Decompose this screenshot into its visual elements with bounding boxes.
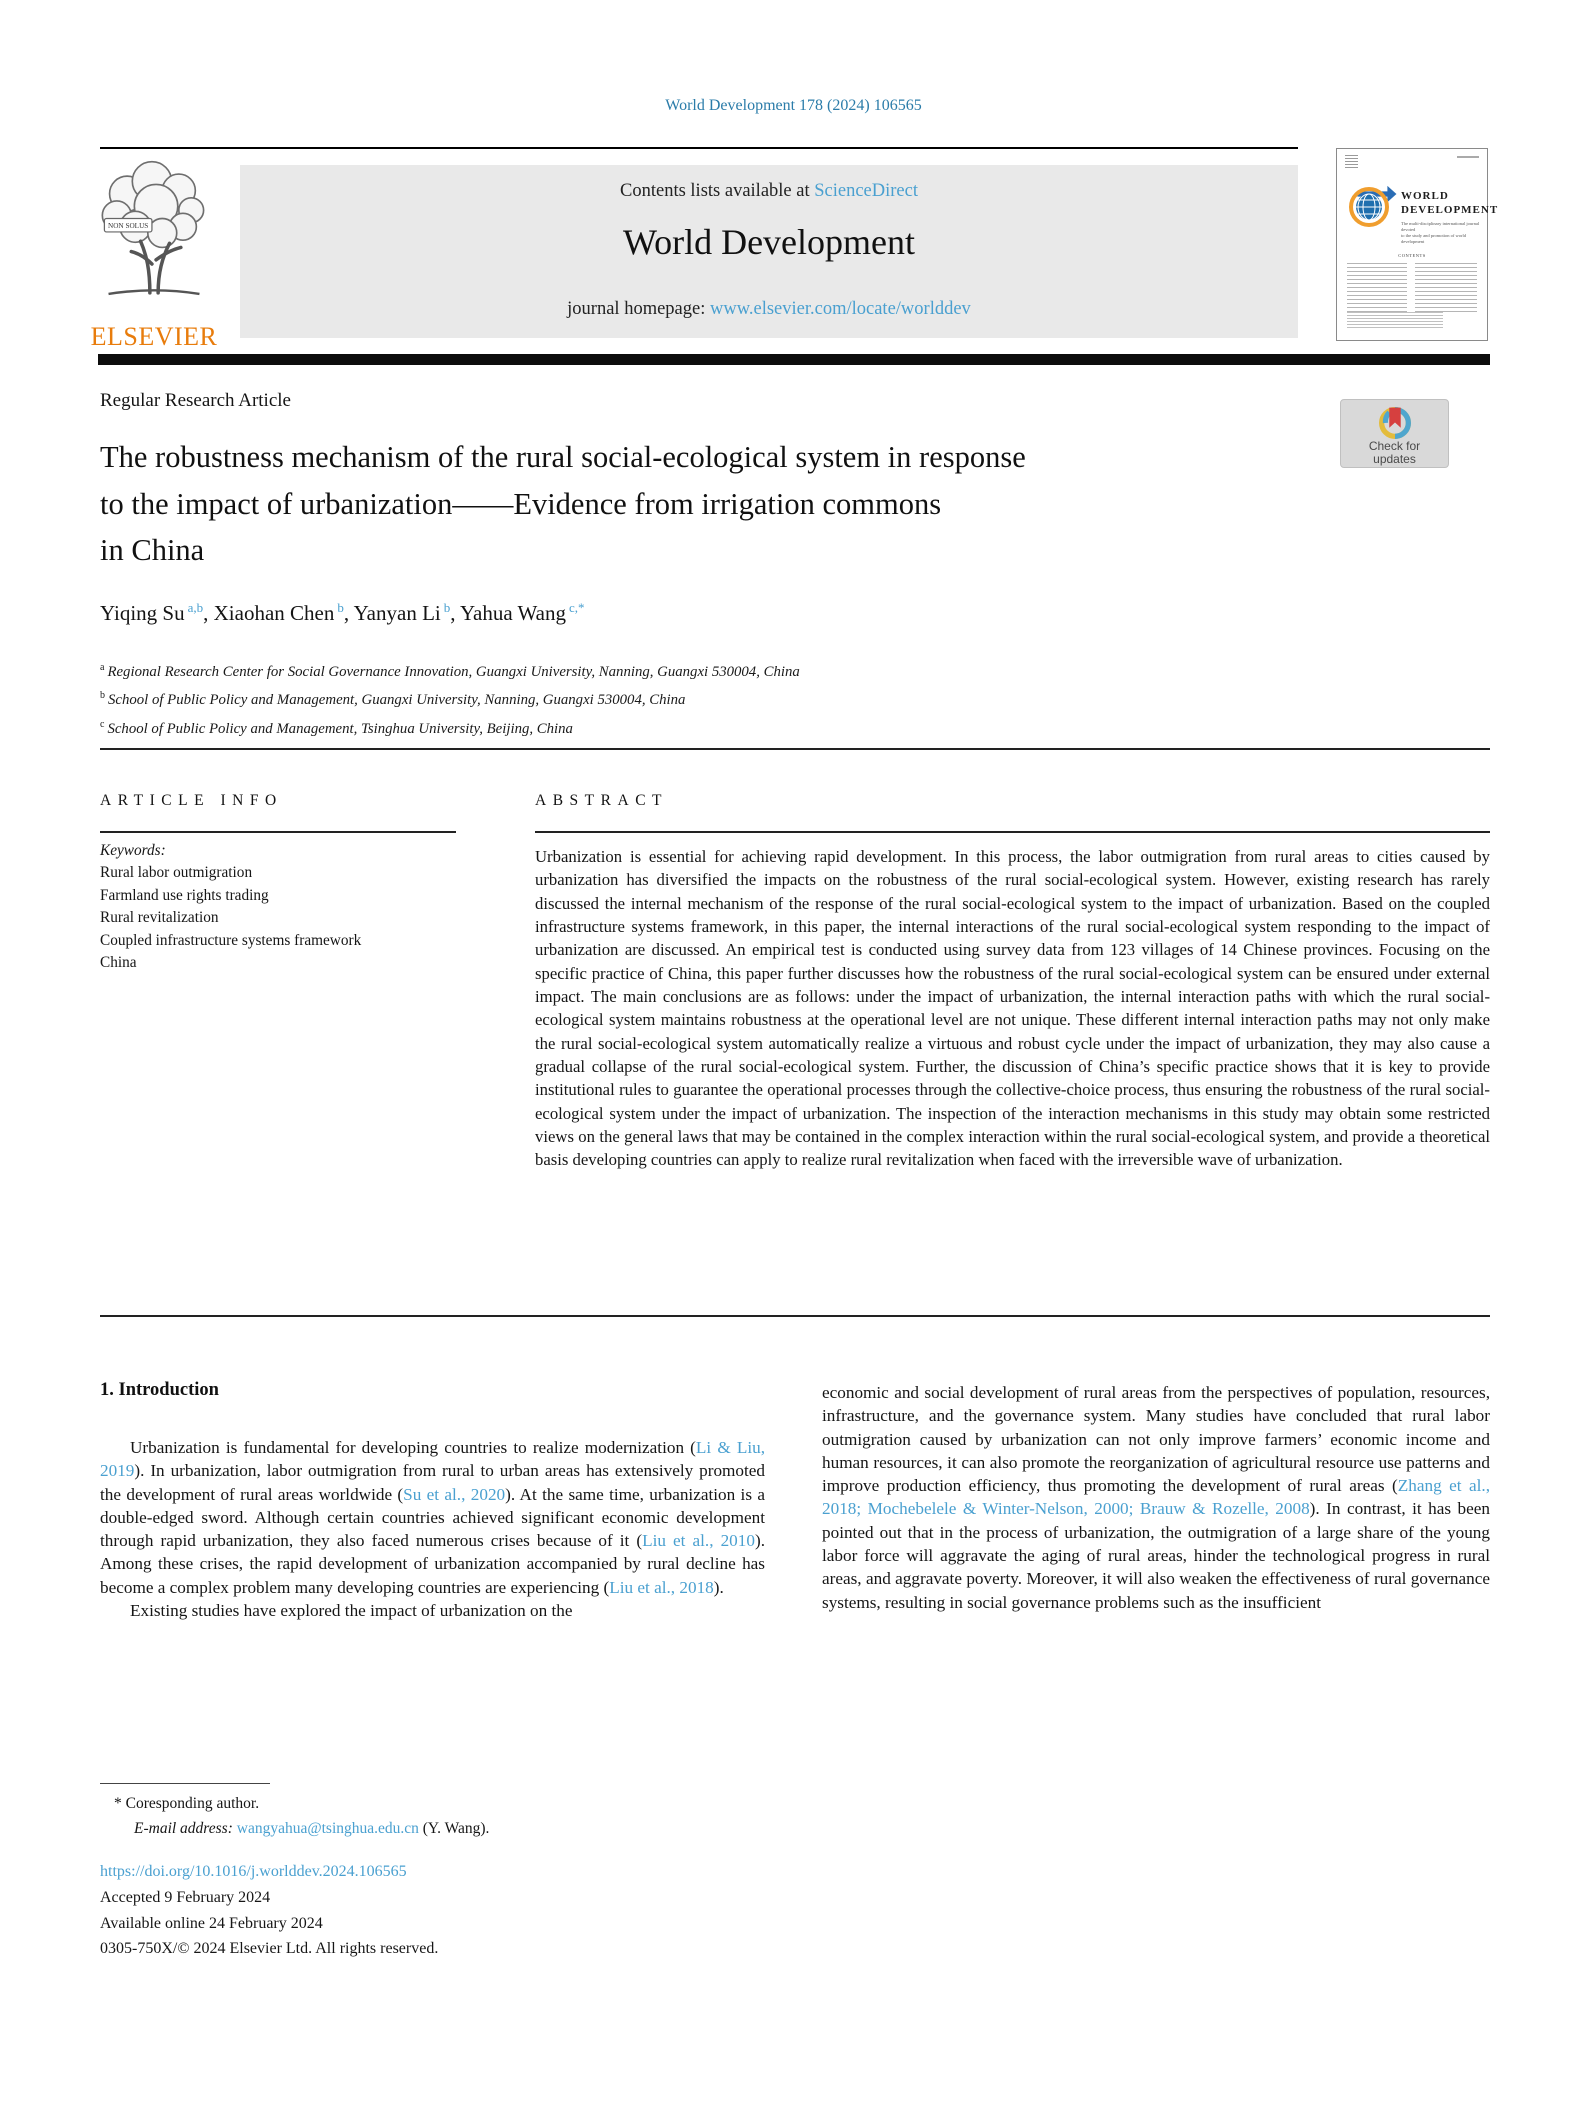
masthead bbox=[240, 165, 1298, 338]
email-note: E-mail address: wangyahua@tsinghua.edu.cn (Y. Wang). bbox=[134, 1820, 490, 1837]
corresponding-author-note: * Coresponding author. bbox=[114, 1795, 260, 1812]
affiliation: $^c$ School of Public Policy and Management, Tsinghua University, Beijing, China bbox=[100, 718, 573, 737]
email-link[interactable]: wangyahua@tsinghua.edu.cn bbox=[236, 1820, 419, 1837]
section-heading-introduction: 1. Introduction bbox=[100, 1380, 219, 1400]
author: Yiqing Su $^{a,b}$, bbox=[100, 600, 214, 625]
footnote-rule bbox=[100, 1783, 270, 1784]
abstract-text: Urbanization is essential for achieving rapid development. In this process, the labor outmigration from rural areas to cities caused by urbanization has diversified the impacts on the robustness of the rural social-ecological system. However, existing research has rarely discussed the internal mechanism of the response of the rural social-ecological system to the impact of urbanization. Based on the coupled infrastructure systems framework, in this paper, the internal interactions of the rural social-ecological system responding to the impact of urbanization are discussed. An empirical test is conducted using survey data from 123 villages of 14 Chinese provinces. Focusing on the specific practice of China, this paper further discusses how the robustness of the rural social-ecological system can be ensured under external impact. The main conclusions are as follows: under the impact of urbanization, the internal interaction paths with which the rural social-ecological system maintains robustness at the operational level are not unique. These different internal interaction paths may not only make the rural social-ecological system automatically realize a virtuous and robust cycle under the impact of urbanization, they may also cause a gradual collapse of the rural social-ecological system. Further, the discussion of China’s specific practice shows that it is key to provide institutional rules to guarantee the operational processes through the collective-choice process, thus ensuring the robustness of the rural social-ecological system under the impact of urbanization. The inspection of the interaction mechanisms in this study may obtain some restricted views on the general laws that may be contained in the complex interaction within the rural social-ecological system, and provide a theoretical basis developing countries can apply to realize rural revitalization when faced with the irreversible wave of urbanization. bbox=[535, 847, 1490, 1170]
author: Yahua Wang $^{c,*}$ bbox=[459, 600, 585, 625]
abstract-header: ABSTRACT bbox=[535, 792, 669, 809]
citation-link[interactable]: Liu et al., 2018 bbox=[609, 1577, 714, 1597]
keywords-block bbox=[100, 840, 500, 974]
footnote-block bbox=[100, 1791, 800, 1841]
citation-link[interactable]: Liu et al., 2010 bbox=[642, 1531, 755, 1551]
abstract-rule bbox=[535, 831, 1490, 833]
world-development-globe-icon bbox=[1343, 175, 1403, 231]
citation-link[interactable]: Su et al., 2020 bbox=[403, 1484, 506, 1504]
running-head-citation: World Development 178 (2024) 106565 bbox=[665, 97, 922, 114]
cover-contents-label: CONTENTS bbox=[1398, 253, 1426, 258]
elsevier-tree-icon bbox=[92, 156, 216, 312]
masthead-divider-bar bbox=[98, 354, 1490, 365]
author: Xiaohan Chen $^b$, bbox=[213, 600, 354, 625]
intro-right-column bbox=[822, 1381, 1490, 1614]
intro-paragraph: economic and social development of rural areas from the perspectives of population, resources, infrastructure, and the governance system. Many studies have concluded that rural labor outmigration caused by urbanization can not only improve farmers’ economic income and human resources, it can also promote the reorganization of agricultural resource use patterns and improve production efficiency, thus promoting the development of rural areas (Zhang et al., 2018; Mochebelele & Winter-Nelson, 2000; Brauw & Rozelle, 2008). In contrast, it has been pointed out that in the process of urbanization, the outmigration of a large share of the young labor force will aggravate the aging of rural areas, hinder the technological progress in rural areas, and aggravate poverty. Moreover, it will also weaken the effectiveness of rural governance systems, resulting in social governance problems such as the insufficient bbox=[822, 1383, 1491, 1612]
keyword: Farmland use rights trading bbox=[100, 886, 269, 904]
keyword: China bbox=[100, 954, 137, 972]
cover-footer-text bbox=[1347, 312, 1443, 330]
masthead-top-rule bbox=[100, 147, 1298, 149]
affiliation: $^a$ Regional Research Center for Social Governance Innovation, Guangxi University, Nanning, Guangxi 530004, China bbox=[100, 662, 800, 680]
keywords-label: Keywords: bbox=[100, 842, 166, 859]
journal-cover-thumbnail bbox=[1336, 148, 1499, 341]
keyword: Coupled infrastructure systems framework bbox=[100, 931, 362, 949]
intro-paragraph: Urbanization is fundamental for developing countries to realize modernization (Li & Liu, 2019). In urbanization, labor outmigration from rural to urban areas has extensively promoted the development of rural areas worldwide (Su et al., 2020). At the same time, urbanization is a double-edged sword. Although certain countries achieved significant economic development through rapid urbanization, they also faced numerous crises because of it (Liu et al., 2010). Among these crises, the rapid development of urbanization accompanied by rural decline has become a complex problem many developing countries are experiencing (Liu et al., 2018). bbox=[100, 1438, 765, 1597]
article-type-label: Regular Research Article bbox=[100, 390, 291, 411]
elsevier-wordmark: ELSEVIER bbox=[90, 322, 218, 351]
intro-paragraph: Existing studies have explored the impact of urbanization on the bbox=[130, 1601, 573, 1621]
section-divider-rule bbox=[100, 748, 1490, 750]
article-info-rule bbox=[100, 831, 456, 833]
article-info-header: ARTICLE INFO bbox=[100, 792, 283, 809]
cover-contents-column bbox=[1347, 263, 1407, 315]
citation-link[interactable]: Li & Liu, 2019 bbox=[100, 1438, 765, 1481]
cover-elsevier-mark bbox=[1345, 155, 1358, 170]
author: Yanyan Li $^b$, bbox=[353, 600, 460, 625]
citation-link[interactable]: Zhang et al., 2018; Mochebelele & Winter-Nelson, 2000; Brauw & Rozelle, 2008 bbox=[822, 1476, 1491, 1519]
sciencedirect-link[interactable]: ScienceDirect bbox=[814, 181, 918, 201]
keyword: Rural revitalization bbox=[100, 909, 219, 927]
cover-title: WORLD DEVELOPMENT bbox=[1401, 190, 1499, 216]
contents-line bbox=[240, 181, 1298, 202]
available-online-date: Available online 24 February 2024 bbox=[100, 1914, 323, 1932]
crossmark-icon bbox=[1374, 401, 1416, 443]
doi-link[interactable]: https://doi.org/10.1016/j.worlddev.2024.106565 bbox=[100, 1863, 407, 1880]
issn-copyright-line: 0305-750X/© 2024 Elsevier Ltd. All rights reserved. bbox=[100, 1940, 439, 1958]
check-for-updates-label: Check for updates bbox=[1368, 439, 1421, 466]
non-solus-motto: NON SOLUS bbox=[108, 221, 149, 230]
journal-title: World Development bbox=[622, 222, 916, 262]
affiliation: $^b$ School of Public Policy and Management, Guangxi University, Nanning, Guangxi 530004, China bbox=[100, 690, 686, 709]
homepage-line bbox=[240, 299, 1298, 320]
paper-title: The robustness mechanism of the rural social-ecological system in response to the impact of urbanization——Evidence from irrigation commons in China bbox=[100, 440, 1026, 567]
author-affiliation-sup[interactable]: a,b bbox=[187, 600, 204, 615]
homepage-link[interactable]: www.elsevier.com/locate/worlddev bbox=[710, 299, 971, 319]
publication-info-block bbox=[100, 1859, 800, 1962]
cover-issue-line bbox=[1457, 156, 1479, 158]
author-affiliation-sup[interactable]: b bbox=[443, 600, 451, 615]
author-affiliation-sup[interactable]: c,* bbox=[569, 600, 585, 615]
abstract-bottom-rule bbox=[100, 1315, 1490, 1317]
author-list bbox=[100, 600, 1400, 626]
elsevier-logo bbox=[86, 156, 222, 352]
accepted-date: Accepted 9 February 2024 bbox=[100, 1888, 271, 1906]
cover-contents-column bbox=[1415, 263, 1477, 315]
author-affiliation-sup[interactable]: b bbox=[337, 600, 344, 615]
homepage-prefix: journal homepage: bbox=[567, 299, 710, 319]
contents-prefix: Contents lists available at bbox=[620, 181, 815, 201]
affiliation-list bbox=[100, 656, 1400, 741]
cover-tagline: The multi-disciplinary international journal devoted to the study and promotion of world development bbox=[1401, 221, 1480, 244]
intro-left-column bbox=[100, 1436, 765, 1622]
keyword: Rural labor outmigration bbox=[100, 864, 253, 882]
